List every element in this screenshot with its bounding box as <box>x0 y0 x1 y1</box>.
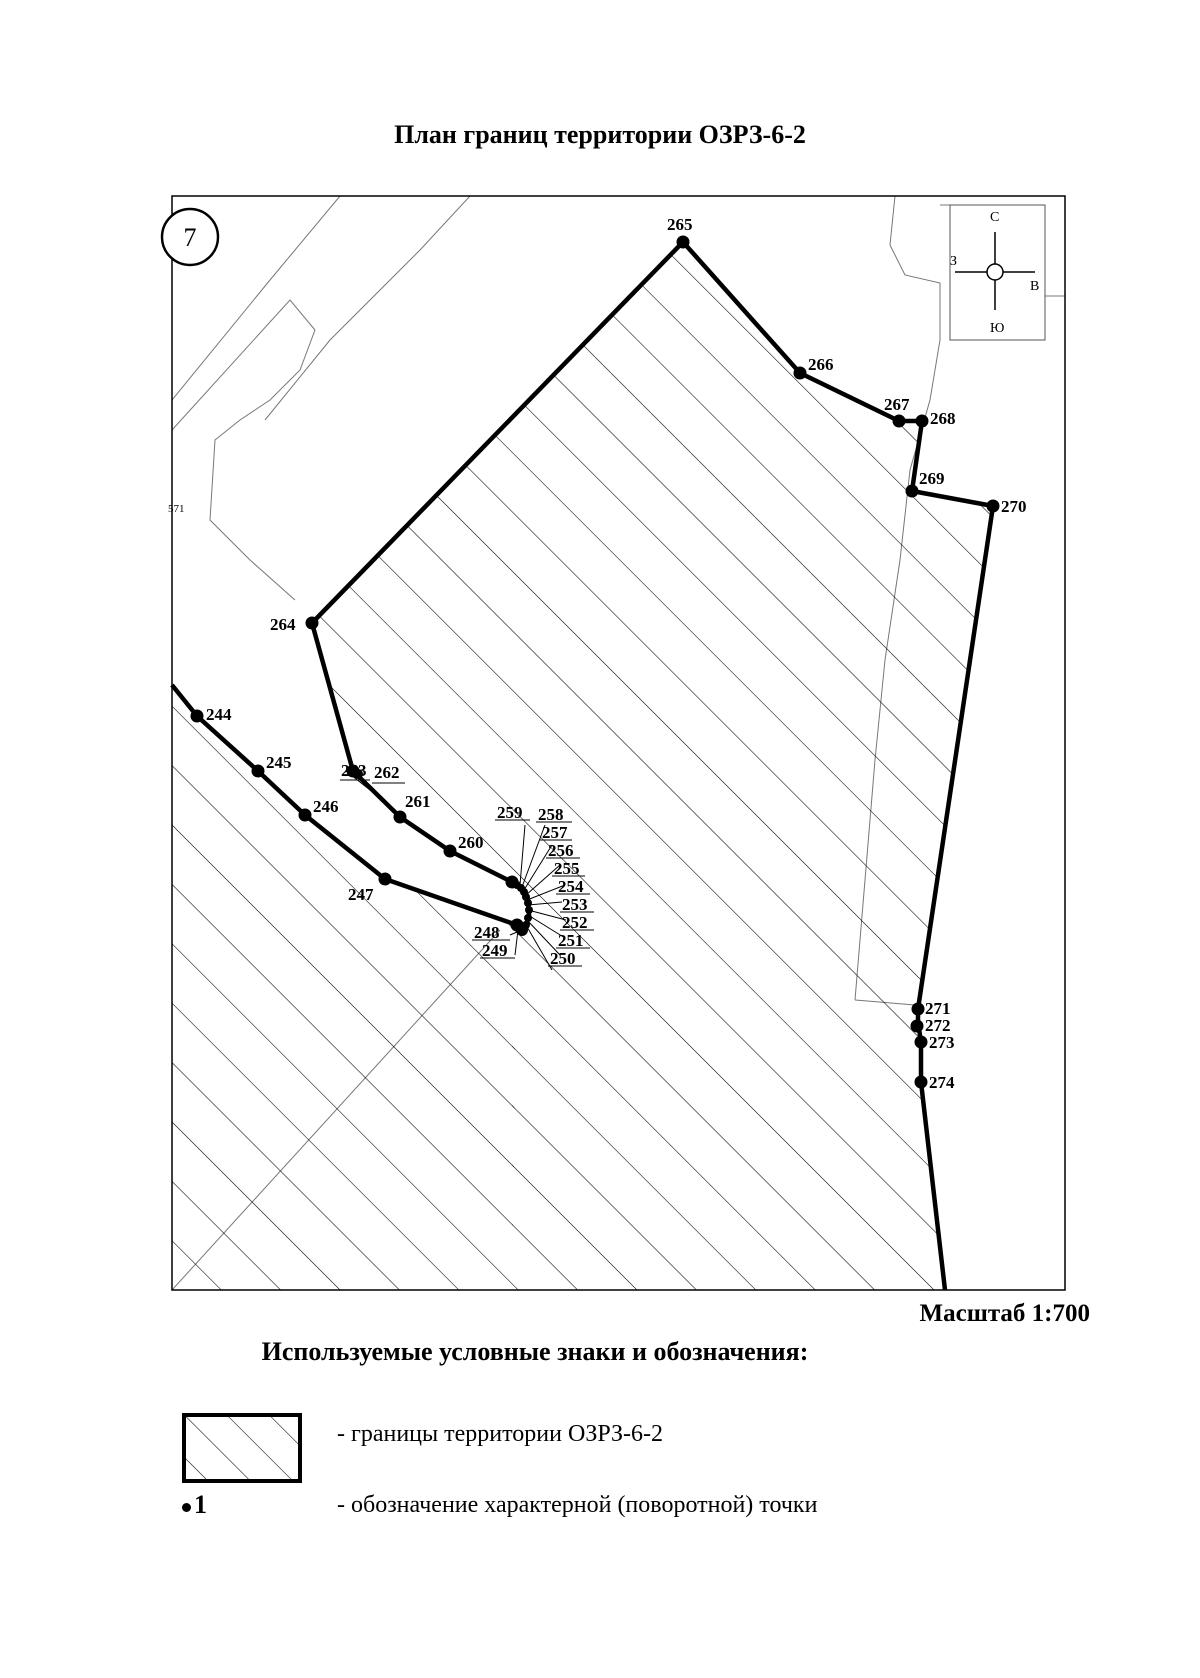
legend-title: Используемые условные знаки и обозначения: <box>261 1337 809 1366</box>
point-marker-274 <box>915 1076 928 1089</box>
point-label-270: 270 <box>1001 497 1027 516</box>
point-marker-244 <box>191 710 204 723</box>
point-label-248: 248 <box>474 923 500 942</box>
point-label-262: 262 <box>374 763 400 782</box>
point-marker-270 <box>987 500 1000 513</box>
point-marker-271 <box>912 1003 925 1016</box>
point-label-258: 258 <box>538 805 564 824</box>
point-label-251: 251 <box>558 931 584 950</box>
point-label-250: 250 <box>550 949 576 968</box>
point-label-264: 264 <box>270 615 296 634</box>
point-label-252: 252 <box>562 913 588 932</box>
point-marker-268 <box>916 415 929 428</box>
compass-west-label: З <box>950 254 958 269</box>
point-label-271: 271 <box>925 999 951 1018</box>
point-label-261: 261 <box>405 792 431 811</box>
legend-hatched-swatch <box>182 1413 302 1483</box>
compass-north-label: С <box>990 210 1000 225</box>
point-label-246: 246 <box>313 797 339 816</box>
point-label-263: 263 <box>341 761 367 780</box>
point-marker-250 <box>522 921 530 929</box>
point-label-247: 247 <box>348 885 374 904</box>
point-label-260: 260 <box>458 833 484 852</box>
point-label-255: 255 <box>554 859 580 878</box>
point-marker-246 <box>299 809 312 822</box>
point-marker-272 <box>911 1020 924 1033</box>
compass-south-label: Ю <box>990 321 1005 336</box>
point-label-272: 272 <box>925 1016 951 1035</box>
point-marker-259 <box>506 876 519 889</box>
point-marker-267 <box>893 415 906 428</box>
point-label-245: 245 <box>266 753 292 772</box>
point-label-254: 254 <box>558 877 584 896</box>
sheet-number-marker <box>162 209 218 265</box>
point-label-257: 257 <box>542 823 568 842</box>
legend-point-text: - обозначение характерной (поворотной) точки <box>337 1492 818 1518</box>
point-marker-247 <box>379 873 392 886</box>
point-marker-269 <box>906 485 919 498</box>
point-marker-273 <box>915 1036 928 1049</box>
point-label-273: 273 <box>929 1033 955 1052</box>
compass-east-label: В <box>1030 279 1040 294</box>
legend-point-symbol <box>182 1490 207 1520</box>
parcel-label: 571 <box>168 503 185 515</box>
point-marker-265 <box>677 236 690 249</box>
point-marker-251 <box>524 914 532 922</box>
point-label-253: 253 <box>562 895 588 914</box>
point-label-269: 269 <box>919 469 945 488</box>
point-label-259: 259 <box>497 803 523 822</box>
point-label-256: 256 <box>548 841 574 860</box>
point-label-267: 267 <box>884 395 910 414</box>
point-marker-264 <box>306 617 319 630</box>
point-marker-261 <box>394 811 407 824</box>
legend-point-dot <box>182 1503 191 1512</box>
page-title: План границ территории ОЗРЗ-6-2 <box>394 120 806 149</box>
point-marker-260 <box>444 845 457 858</box>
point-label-268: 268 <box>930 409 956 428</box>
point-marker-252 <box>525 906 533 914</box>
sheet-number: 7 <box>183 223 197 252</box>
legend-boundary-text: - границы территории ОЗРЗ-6-2 <box>337 1421 663 1447</box>
point-label-265: 265 <box>667 215 693 234</box>
legend-point-number: 1 <box>194 1490 207 1519</box>
point-label-274: 274 <box>929 1073 955 1092</box>
point-marker-266 <box>794 367 807 380</box>
point-label-266: 266 <box>808 355 834 374</box>
point-label-244: 244 <box>206 705 232 724</box>
point-label-249: 249 <box>482 941 508 960</box>
scale-label: Масштаб 1:700 <box>919 1300 1090 1327</box>
point-marker-245 <box>252 765 265 778</box>
compass <box>950 205 1045 340</box>
